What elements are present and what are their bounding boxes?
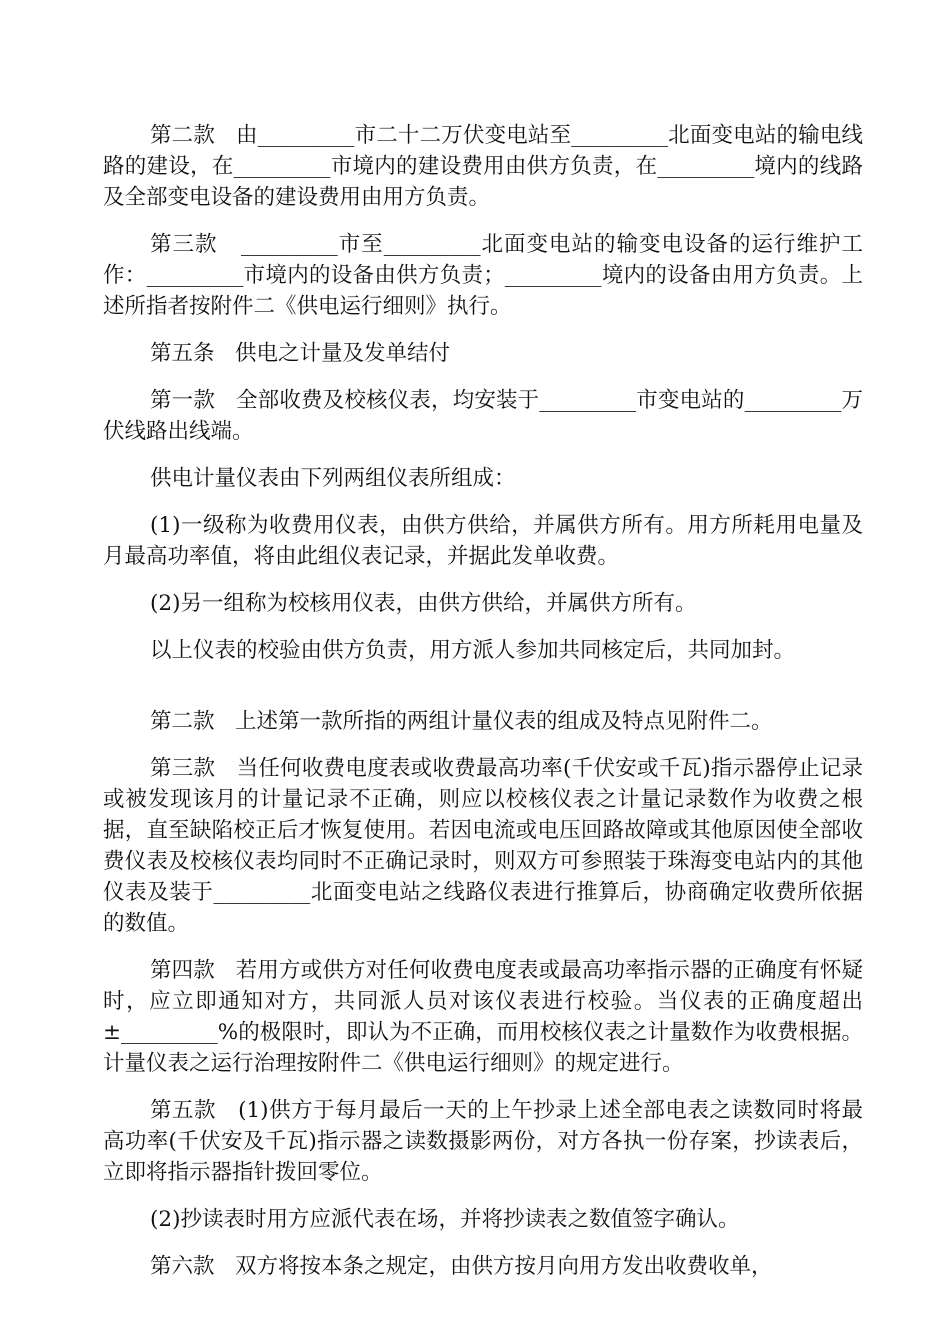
- clause-4-accuracy-dispute: 第四款 若用方或供方对任何收费电度表或最高功率指示器的正确度有怀疑时，应立即通知对方，共同派人员对该仪表进行校验。当仪表的正确度超出±_________%的极限时，即认为不正确，而用校核仪表之计量数作为收费根据。计量仪表之运行治理按附件二《供电运行细则》的规定进行。: [103, 958, 863, 1076]
- clause-5-meter-reading: 第五款 (1)供方于每月最后一天的上午抄录上述全部电表之读数同时将最高功率(千伏安及千瓦)指示器之读数摄影两份，对方各执一份存案，抄读表后，立即将指示器指针拨回零位。: [103, 1098, 863, 1185]
- clause-2-meter-composition: 第二款 上述第一款所指的两组计量仪表的组成及特点见附件二。: [150, 709, 773, 734]
- meter-groups-intro: 供电计量仪表由下列两组仪表所组成：: [150, 466, 516, 491]
- clause-3-meter-failure: 第三款 当任何收费电度表或收费最高功率(千伏安或千瓦)指示器停止记录或被发现该月的计量记录不正确，则应以校核仪表之计量记录数作为收费之根据，直至缺陷校正后才恢复使用。若因电流或电压回路故障或其他原因使全部收费仪表及校核仪表均同时不正确记录时，则双方可参照装于珠海变电站内的其他仪表及装于_________北面变电站之线路仪表进行推算后，协商确定收费所依据的数值。: [103, 756, 863, 936]
- article-5-heading: 第五条 供电之计量及发单结付: [150, 341, 451, 366]
- clause-3-maintenance: 第三款 _________市至_________北面变电站的输变电设备的运行维护工作：_________市境内的设备由供方负责；_________境内的设备由用方负责。上述所指者按附件二《供电运行细则》执行。: [103, 232, 863, 319]
- clause-6-billing: 第六款 双方将按本条之规定，由供方按月向用方发出收费收单，: [150, 1254, 773, 1279]
- meter-group-2: (2)另一组称为校核用仪表，由供方供给，并属供方所有。: [150, 591, 697, 616]
- clause-5-reading-witness: (2)抄读表时用方应派代表在场，并将抄读表之数值签字确认。: [150, 1207, 740, 1232]
- meter-calibration: 以上仪表的校验由供方负责，用方派人参加共同核定后，共同加封。: [150, 638, 796, 663]
- meter-group-1: (1)一级称为收费用仪表，由供方供给，并属供方所有。用方所耗用电量及月最高功率值，将由此组仪表记录，并据此发单收费。: [103, 513, 863, 569]
- clause-1-meter-location: 第一款 全部收费及校核仪表，均安装于_________市变电站的_________万伏线路出线端。: [103, 388, 863, 444]
- document-page: [103, 120, 863, 1282]
- clause-2-construction: 第二款 由_________市二十二万伏变电站至_________北面变电站的输电线路的建设，在_________市境内的建设费用由供方负责，在_________境内的线路及全部变电设备的建设费用由用方负责。: [103, 123, 863, 210]
